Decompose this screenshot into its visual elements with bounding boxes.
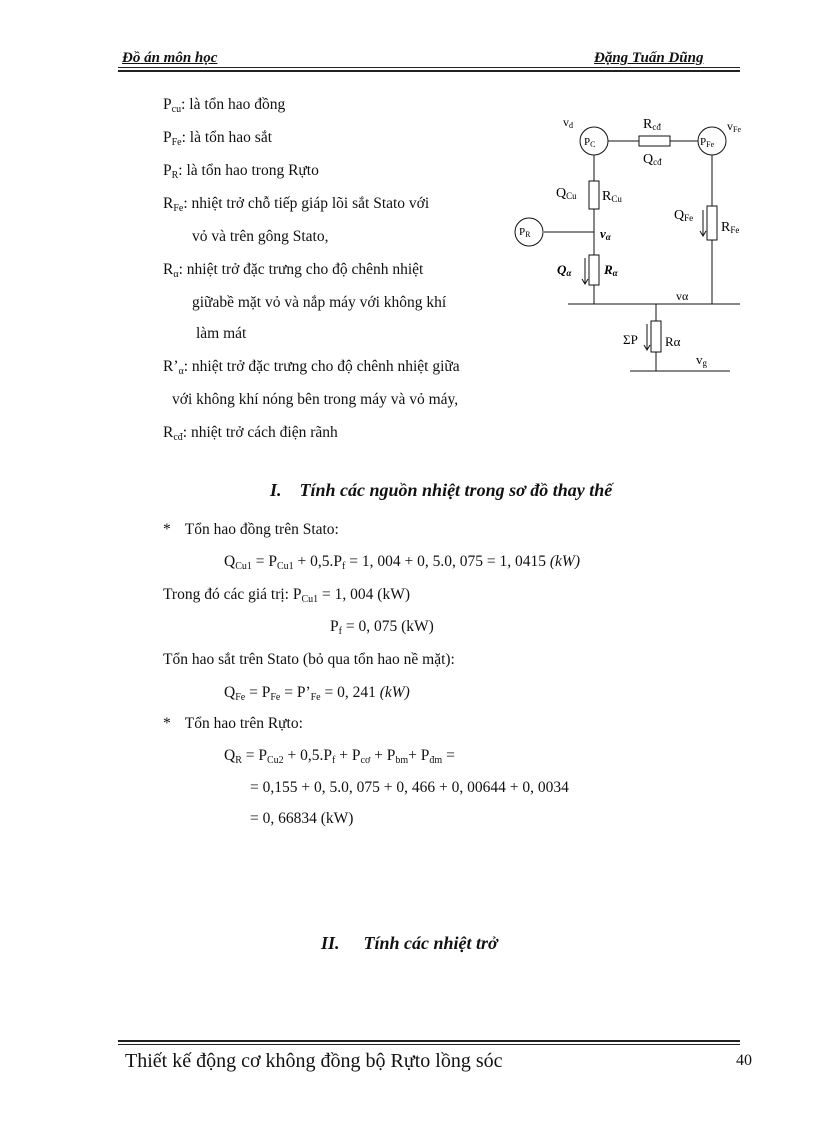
label-qa-prime: Qα [557,262,572,278]
resistor-ra [651,321,661,352]
label-rcd: Rcđ [643,117,661,132]
equation-qr: $Q_R = P_{Cu2} + 0,5.P_f + P_{cơ} + P_{bm}+ P_{đm}$ = [224,747,455,766]
node-pc-label: PC [584,136,596,149]
bullet-stato-cu: * Tổn hao đồng trên Stato: [163,521,339,538]
label-vg: vg [696,352,707,368]
def-pr: $P_R$: là tổn hao trong Rựto [163,162,319,181]
label-vd: vđ [563,115,573,130]
section-2-number: II. [321,933,340,953]
def-rfe: $R_{Fe}$: nhiệt trở chỗ tiếp giáp lõi sắt Stato với [163,195,430,214]
section-2-heading [321,933,498,954]
footer-rule-bottom [118,1044,740,1045]
section-1-heading [270,480,612,501]
def-ra: $R_\alpha$: nhiệt trở đặc trưng cho độ chênh nhiệt [163,261,424,280]
def-rfe-cont: vỏ và trên gông Stato, [192,228,329,245]
label-ra-prime: Rα [604,262,618,278]
values-pf: $P_f = 0$, 075 (kW) [330,618,434,637]
header-rule-top [118,67,740,68]
page-number: 40 [736,1052,752,1069]
footer-rule-top [118,1040,740,1042]
label-va-prime: vα [600,226,611,242]
label-sump: ΣP [623,332,638,347]
label-qcd: Qcđ [643,152,662,167]
section-2-title: Tính các nhiệt trở [363,933,498,953]
arrow-qa-prime [582,258,588,284]
def-ra-prime-cont: với không khí nóng bên trong máy và vỏ máy, [172,391,459,408]
resistor-rcd [639,136,670,146]
equation-qr-line2: = 0,155 + 0, 5.0, 075 + 0, 466 + 0, 00644 + 0, 0034 [250,779,569,796]
label-qfe: QFe [674,208,694,223]
label-va: vα [676,289,689,303]
stato-fe-label: Tổn hao sắt trên Stato (bỏ qua tổn hao nề mặt): [163,651,455,668]
def-ra-cont1: giữabề mặt vỏ và nắp máy với không khí [192,294,447,311]
thermal-circuit-diagram [500,105,760,385]
label-ra: Rα [665,334,681,349]
equation-q-cu1: $Q_{Cu1} = P_{Cu1} + 0,5.P_f = 1$, 004 + 0, 5.0, 075 = 1, 0415 (kW) [224,553,580,572]
footer-title: Thiết kế động cơ không đồng bộ Rựto lồng sóc [125,1050,503,1072]
section-1-title: Tính các nguồn nhiệt trong sơ đồ thay thế [299,480,613,500]
label-vfe: vFe [727,119,741,134]
arrow-sump [644,324,650,350]
equation-q-fe: $Q_{Fe} = P_{Fe}$ = $P’_{Fe} = 0$, 241 (kW) [224,684,410,703]
header-right: Đặng Tuấn Dũng [594,50,704,66]
node-pfe-label: PFe [700,136,715,149]
def-pfe: $P_{Fe}$: là tổn hao sắt [163,129,273,148]
def-rcd: $R_{cđ}$: nhiệt trở cách điện rãnh [163,424,338,443]
values-pcu1: Trong đó các giá trị: $P_{Cu1} = 1$, 004 (kW) [163,586,410,605]
label-rfe: RFe [721,220,740,235]
label-rcu: RCu [602,189,622,204]
equation-qr-line3: = 0, 66834 (kW) [250,810,354,827]
bullet-rotor: * Tổn hao trên Rựto: [163,715,303,732]
def-ra-cont2: làm mát [196,325,247,342]
header-left: Đồ án môn học [122,50,218,66]
arrow-qfe [700,210,706,236]
def-ra-prime: $R’_\alpha$: nhiệt trở đặc trưng cho độ chênh nhiệt giữa [163,358,460,377]
resistor-rcu [589,181,599,209]
resistor-ra-prime [589,255,599,285]
def-pcu: $P_{cu}$: là tổn hao đồng [163,96,286,115]
section-1-number: I. [270,480,282,500]
node-pr-label: PR [519,226,531,239]
label-qcu: QCu [556,186,577,201]
header-rule-bottom [118,70,740,72]
resistor-rfe [707,206,717,240]
